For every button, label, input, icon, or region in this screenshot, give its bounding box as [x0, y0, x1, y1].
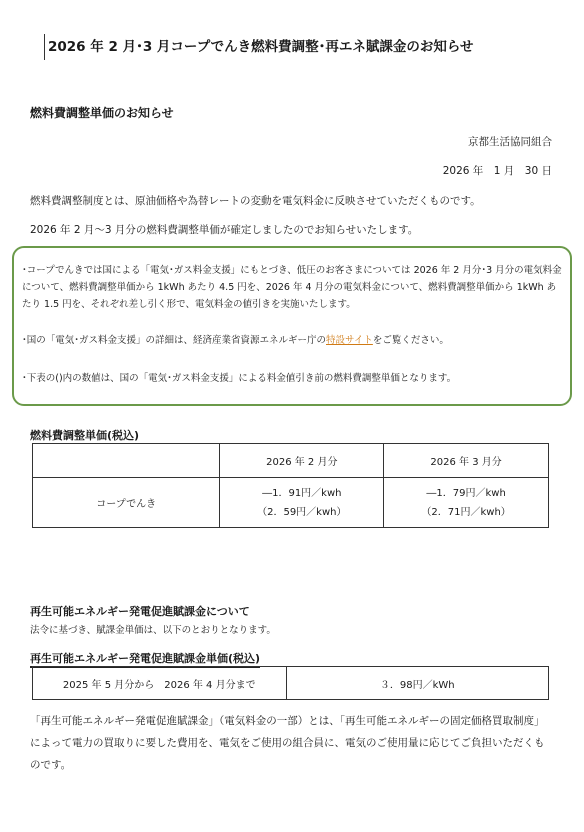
table-row: [33, 478, 549, 528]
header-feb: 2026 年 2 月分: [220, 444, 384, 478]
support-notice-line: ･コープでんきでは国による「電気･ガス料金支援」にもとづき、低圧のお客さまについては 2026 年 2 月分･3 月分の電気料金について、燃料費調整単価から 1kWh あたり 4.5 円を、2026 年 4 月分の電気料金について、燃料費調整単価から 1kWh あたり 1.5 円を、それぞれ差し引く形で、電気料金の値引きを実施いたします。: [22, 265, 562, 310]
mar-value: ―1．79円／kwh: [426, 487, 506, 499]
table-footnote-line: ･下表の()内の数値は、国の「電気･ガス料金支援」による料金値引き前の燃料費調整単価となります。: [22, 373, 457, 384]
renewable-heading: 再生可能エネルギー発電促進賦課金について: [30, 605, 250, 618]
table-row: [33, 667, 549, 700]
table-header-row: [33, 444, 549, 478]
fuel-adjustment-table: [32, 443, 549, 528]
organization-name: 京都生活協同組合: [468, 136, 552, 148]
notice-date: 2026 年 1 月 30 日: [442, 165, 552, 177]
cell-mar: [384, 478, 549, 528]
fuel-intro-paragraph: 燃料費調整制度とは、原油価格や為替レートの変動を電気料金に反映させていただくものです。: [30, 195, 481, 207]
fuel-table-caption: 燃料費調整単価(税込): [30, 429, 140, 442]
special-site-link[interactable]: 特設サイト: [326, 335, 373, 346]
renewable-subtext: 法令に基づき、賦課金単価は、以下のとおりとなります。: [30, 625, 276, 636]
feb-before-value: （2．59円／kwh）: [257, 506, 347, 518]
cell-feb: [220, 478, 384, 528]
row-label-coop-denki: コープでんき: [33, 478, 220, 528]
support-notice-box: [12, 246, 572, 406]
mar-before-value: （2．71円／kwh）: [421, 506, 511, 518]
fuel-confirm-paragraph: 2026 年 2 月～3 月分の燃料費調整単価が確定しましたのでお知らせいたします。: [30, 224, 419, 236]
page-title: 2026 年 2 月･3 月コープでんき燃料費調整･再エネ賦課金のお知らせ: [44, 34, 548, 60]
table-header-empty: [33, 444, 220, 478]
fuel-heading: 燃料費調整単価のお知らせ: [30, 106, 174, 120]
feb-value: ―1．91円／kwh: [262, 487, 342, 499]
renewable-description: 「再生可能エネルギー発電促進賦課金」（電気料金の一部）とは、「再生可能エネルギーの固定価格買取制度」によって電力の買取りに要した費用を、電気をご使用の組合員に、電気のご使用量に応じてご負担いただくものです。: [30, 715, 545, 771]
support-details-line: [22, 332, 562, 349]
header-mar: 2026 年 3 月分: [384, 444, 549, 478]
support-details-suffix: をご覧ください。: [372, 335, 449, 346]
support-details-text: ･国の「電気･ガス料金支援」の詳細は、経済産業省資源エネルギー庁の: [22, 335, 327, 346]
renewable-levy-table: [32, 666, 549, 700]
renewable-table-caption: 再生可能エネルギー発電促進賦課金単価(税込): [30, 650, 260, 668]
levy-period: 2025 年 5 月分から 2026 年 4 月分まで: [33, 667, 287, 700]
levy-price: ３．98円／kWh: [286, 667, 548, 700]
